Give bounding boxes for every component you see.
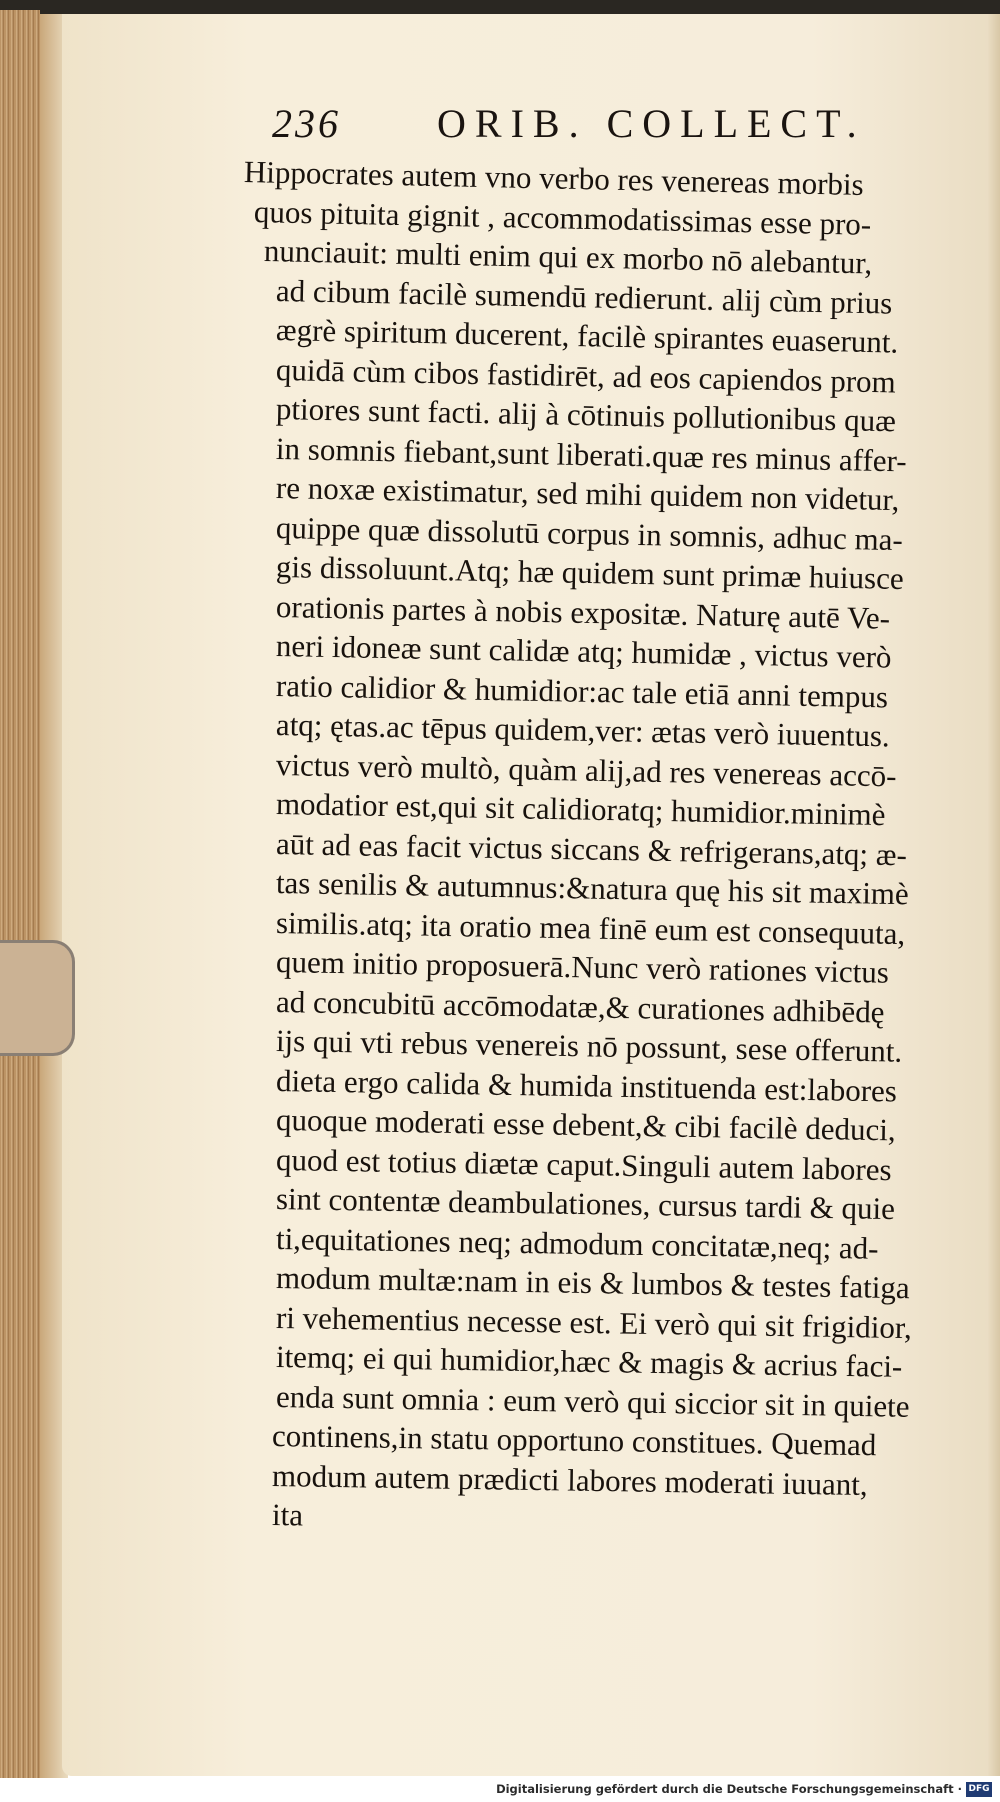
text-line: aūt ad eas facit victus siccans & refrigerans,atq; æ- [275, 825, 908, 872]
text-line: ad cibum facilè sumendū redierunt. alij cùm prius [275, 272, 893, 321]
funding-credit: Digitalisierung gefördert durch die Deutsche Forschungsgemeinschaft · [496, 1782, 962, 1796]
text-line: tas senilis & autumnus:&natura quę his sit maximè [275, 865, 910, 912]
dfg-logo: DFG [966, 1782, 992, 1797]
text-line: Hippocrates autem vno verbo res venereas morbis [243, 154, 865, 202]
text-line: victus verò multò, quàm alij,ad res venereas accō- [275, 746, 897, 793]
text-line: quoque moderati esse debent,& cibi facilè deduci, [275, 1102, 896, 1148]
text-line: ægrè spiritum ducerent, facilè spirantes euaserunt. [275, 312, 899, 360]
text-line: itemq; ei qui humidior,hæc & magis & acrius faci- [275, 1339, 903, 1384]
text-line: modum multæ:nam in eis & lumbos & testes fatiga [275, 1260, 910, 1306]
text-line: atq; ętas.ac tēpus quidem,ver: ætas verò iuuentus. [275, 707, 891, 754]
text-line: gis dissoluunt.Atq; hæ quidem sunt primæ huiusce [275, 549, 904, 597]
digitization-footer [0, 1778, 1000, 1802]
page-right-edge [988, 14, 1000, 1776]
text-line: modum autem prædicti labores moderati iuuant, [271, 1457, 868, 1502]
text-line: ijs qui vti rebus venereis nō possunt, sese offerunt. [275, 1023, 903, 1069]
text-line: re noxæ existimatur, sed mihi quidem non videtur, [275, 470, 900, 518]
text-line: ptiores sunt facti. alij à cōtinuis pollutionibus quæ [275, 391, 897, 439]
text-line: nunciauit: multi enim qui ex morbo nō alebantur, [263, 233, 873, 281]
running-head: ORIB. COLLECT. [437, 101, 866, 146]
text-line: continens,in statu opportuno constitues. Quemad [271, 1418, 877, 1463]
body-text [243, 152, 978, 1533]
page-header [272, 100, 912, 160]
text-line: ti,equitationes neq; admodum concitatæ,neq; ad- [275, 1220, 879, 1266]
text-line: sint contentæ deambulationes, cursus tardi & quie [275, 1181, 896, 1227]
page-number: 236 [272, 101, 341, 146]
text-line: quos pituita gignit , accommodatissimas esse pro- [253, 193, 872, 242]
text-line: dieta ergo calida & humida instituenda est:labores [275, 1062, 898, 1109]
text-line: ad concubitū accōmodatæ,& curationes adhibēdę [275, 983, 885, 1030]
text-line: orationis partes à nobis expositæ. Naturę autē Ve- [275, 588, 891, 636]
book-page-edges [0, 10, 40, 1780]
text-line: quod est totius diætæ caput.Singuli autem labores [275, 1141, 892, 1187]
text-line: modatior est,qui sit calidioratq; humidior.minimè [275, 786, 886, 833]
scan-top-border [0, 0, 1000, 14]
text-line: quippe quæ dissolutū corpus in somnis, adhuc ma- [275, 509, 904, 557]
text-line: quidā cùm cibos fastidirēt, ad eos capiendos prom [275, 351, 897, 399]
text-line: neri idoneæ sunt calidæ atq; humidæ , victus verò [275, 628, 892, 675]
text-line: ri vehementius necesse est. Ei verò qui sit frigidior, [275, 1299, 913, 1345]
text-line: similis.atq; ita oratio mea finē eum est consequuta, [275, 904, 906, 951]
text-line: ratio calidior & humidior:ac tale etiā anni tempus [275, 667, 889, 714]
text-line: quem initio proposuerā.Nunc verò rationes victus [275, 944, 890, 990]
text-line: in somnis fiebant,sunt liberati.quæ res minus affer- [275, 430, 907, 478]
bookmark-tab [0, 940, 75, 1056]
text-line: enda sunt omnia : eum verò qui siccior sit in quiete [275, 1378, 910, 1424]
text-line: ita [271, 1497, 304, 1533]
